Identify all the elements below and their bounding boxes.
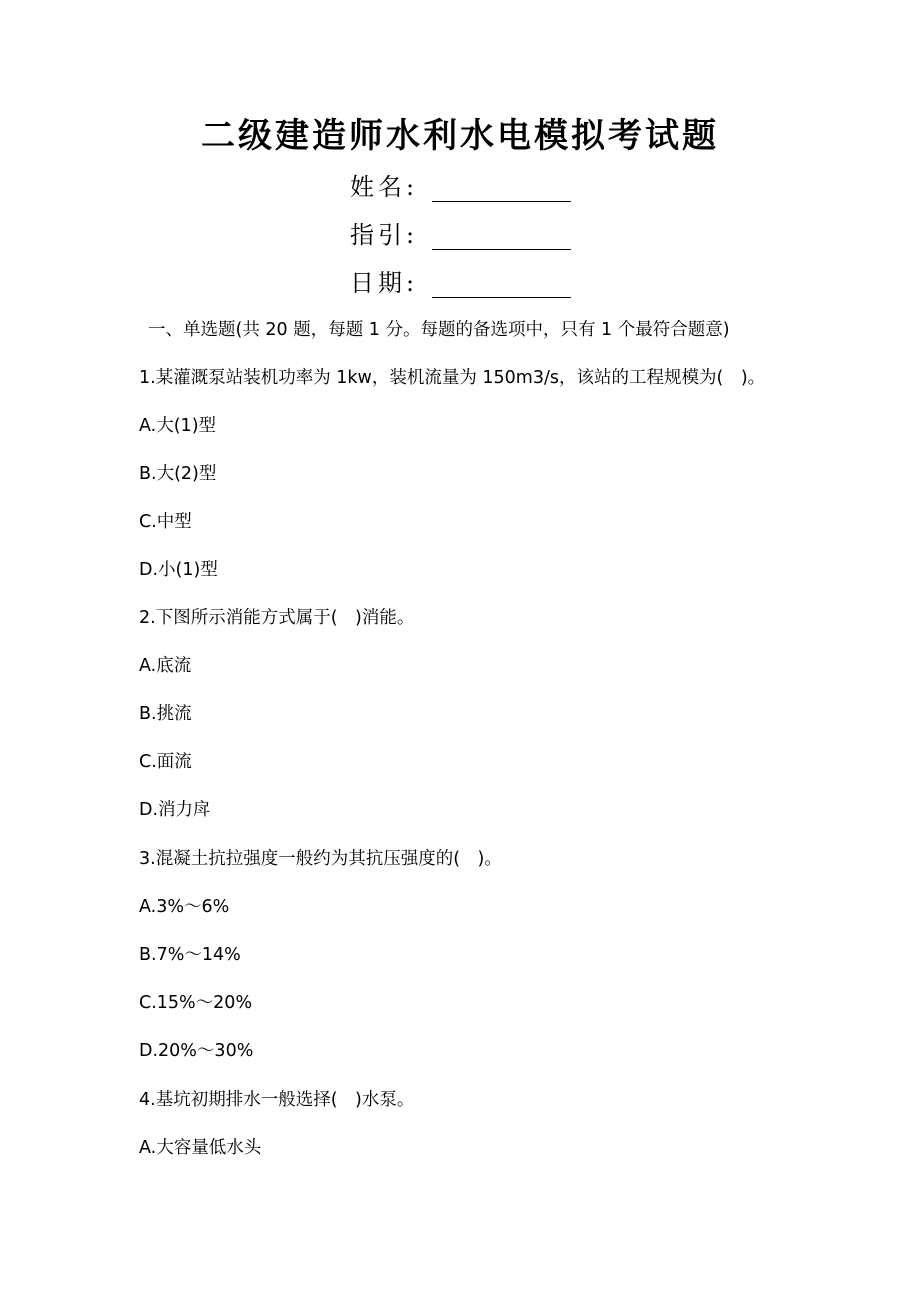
question-option: B.大(2)型: [139, 464, 217, 484]
question-option: D.20%～30%: [139, 1041, 254, 1061]
question-option: B.7%～14%: [139, 945, 241, 965]
date-field: [350, 262, 571, 298]
date-blank-line[interactable]: [432, 271, 571, 298]
name-blank-line[interactable]: [432, 175, 571, 202]
question-option: B.挑流: [139, 704, 192, 724]
question-stem: 1.某灌溉泵站装机功率为 1kw，装机流量为 150m3/s，该站的工程规模为( )。: [139, 368, 766, 388]
guide-label: 指引:: [350, 221, 419, 249]
question-option: D.小(1)型: [139, 560, 218, 580]
question-option: A.大容量低水头: [139, 1138, 262, 1158]
name-label: 姓名:: [350, 173, 419, 201]
name-field: [350, 166, 571, 202]
question-option: A.底流: [139, 656, 192, 676]
question-option: C.面流: [139, 752, 192, 772]
guide-blank-line[interactable]: [432, 223, 571, 250]
question-option: A.3%～6%: [139, 897, 230, 917]
question-option: C.中型: [139, 512, 192, 532]
question-stem: 2.下图所示消能方式属于( )消能。: [139, 608, 415, 628]
guide-field: [350, 214, 571, 250]
question-stem: 4.基坑初期排水一般选择( )水泵。: [139, 1090, 415, 1110]
date-label: 日期:: [350, 269, 419, 297]
question-option: C.15%～20%: [139, 993, 253, 1013]
question-stem: 3.混凝土抗拉强度一般约为其抗压强度的( )。: [139, 849, 502, 869]
question-option: D.消力戽: [139, 800, 211, 820]
page-title: 二级建造师水利水电模拟考试题: [201, 116, 719, 156]
question-option: A.大(1)型: [139, 416, 217, 436]
section-heading: 一、单选题(共 20 题，每题 1 分。每题的备选项中，只有 1 个最符合题意): [148, 320, 730, 340]
